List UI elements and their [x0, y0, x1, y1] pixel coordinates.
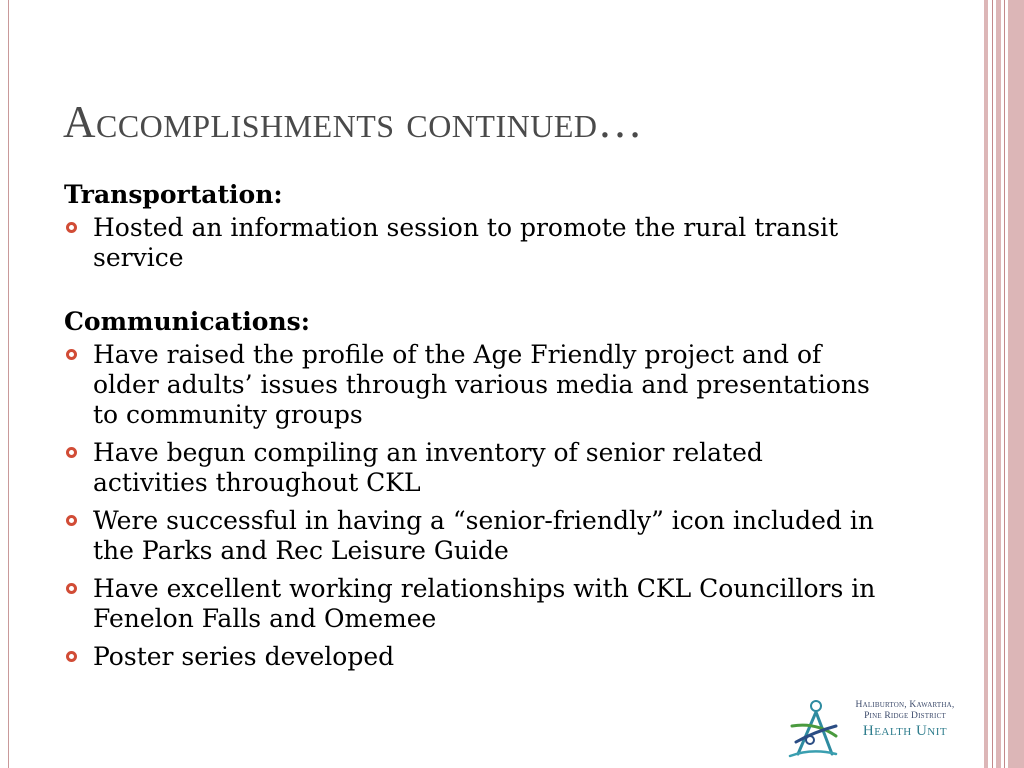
section-heading: Transportation:	[64, 180, 283, 209]
logo-line1: Haliburton, Kawartha,	[855, 700, 955, 710]
bullet-text: Poster series developed	[93, 642, 395, 671]
bullet-item	[64, 506, 884, 566]
health-unit-figure-icon	[786, 696, 840, 762]
bullet-text: Have excellent working relationships with CKL Councillors in Fenelon Falls and Omemee	[93, 574, 876, 633]
section-heading: Communications:	[64, 307, 310, 336]
bullet-item	[64, 574, 884, 634]
bullet-circle-icon	[66, 447, 77, 458]
bullet-item	[64, 642, 884, 672]
bullet-circle-icon	[66, 651, 77, 662]
slide-content	[64, 180, 884, 706]
bullet-item	[64, 213, 884, 273]
bullet-text: Have raised the profile of the Age Friendly project and of older adults’ issues through various media and presentations to community groups	[93, 340, 870, 429]
health-unit-logo	[786, 696, 966, 762]
bullet-item	[64, 438, 884, 498]
bullet-circle-icon	[66, 349, 77, 360]
logo-line2: Pine Ridge District	[864, 711, 946, 721]
logo-text	[840, 700, 970, 740]
slide-title: Accomplishments continued…	[63, 97, 643, 147]
bullet-list	[64, 213, 884, 273]
bullet-circle-icon	[66, 515, 77, 526]
bullet-circle-icon	[66, 583, 77, 594]
right-frame-border	[982, 0, 1024, 768]
logo-line3: Health Unit	[862, 723, 948, 739]
bullet-list	[64, 340, 884, 672]
section-communications	[64, 307, 884, 672]
bullet-text: Hosted an information session to promote the rural transit service	[93, 213, 839, 272]
section-transportation	[64, 180, 884, 273]
bullet-text: Were successful in having a “senior-friendly” icon included in the Parks and Rec Leisure Guide	[93, 506, 874, 565]
bullet-text: Have begun compiling an inventory of senior related activities throughout CKL	[93, 438, 763, 497]
bullet-circle-icon	[66, 222, 77, 233]
bullet-item	[64, 340, 884, 430]
left-frame-line	[0, 0, 9, 768]
